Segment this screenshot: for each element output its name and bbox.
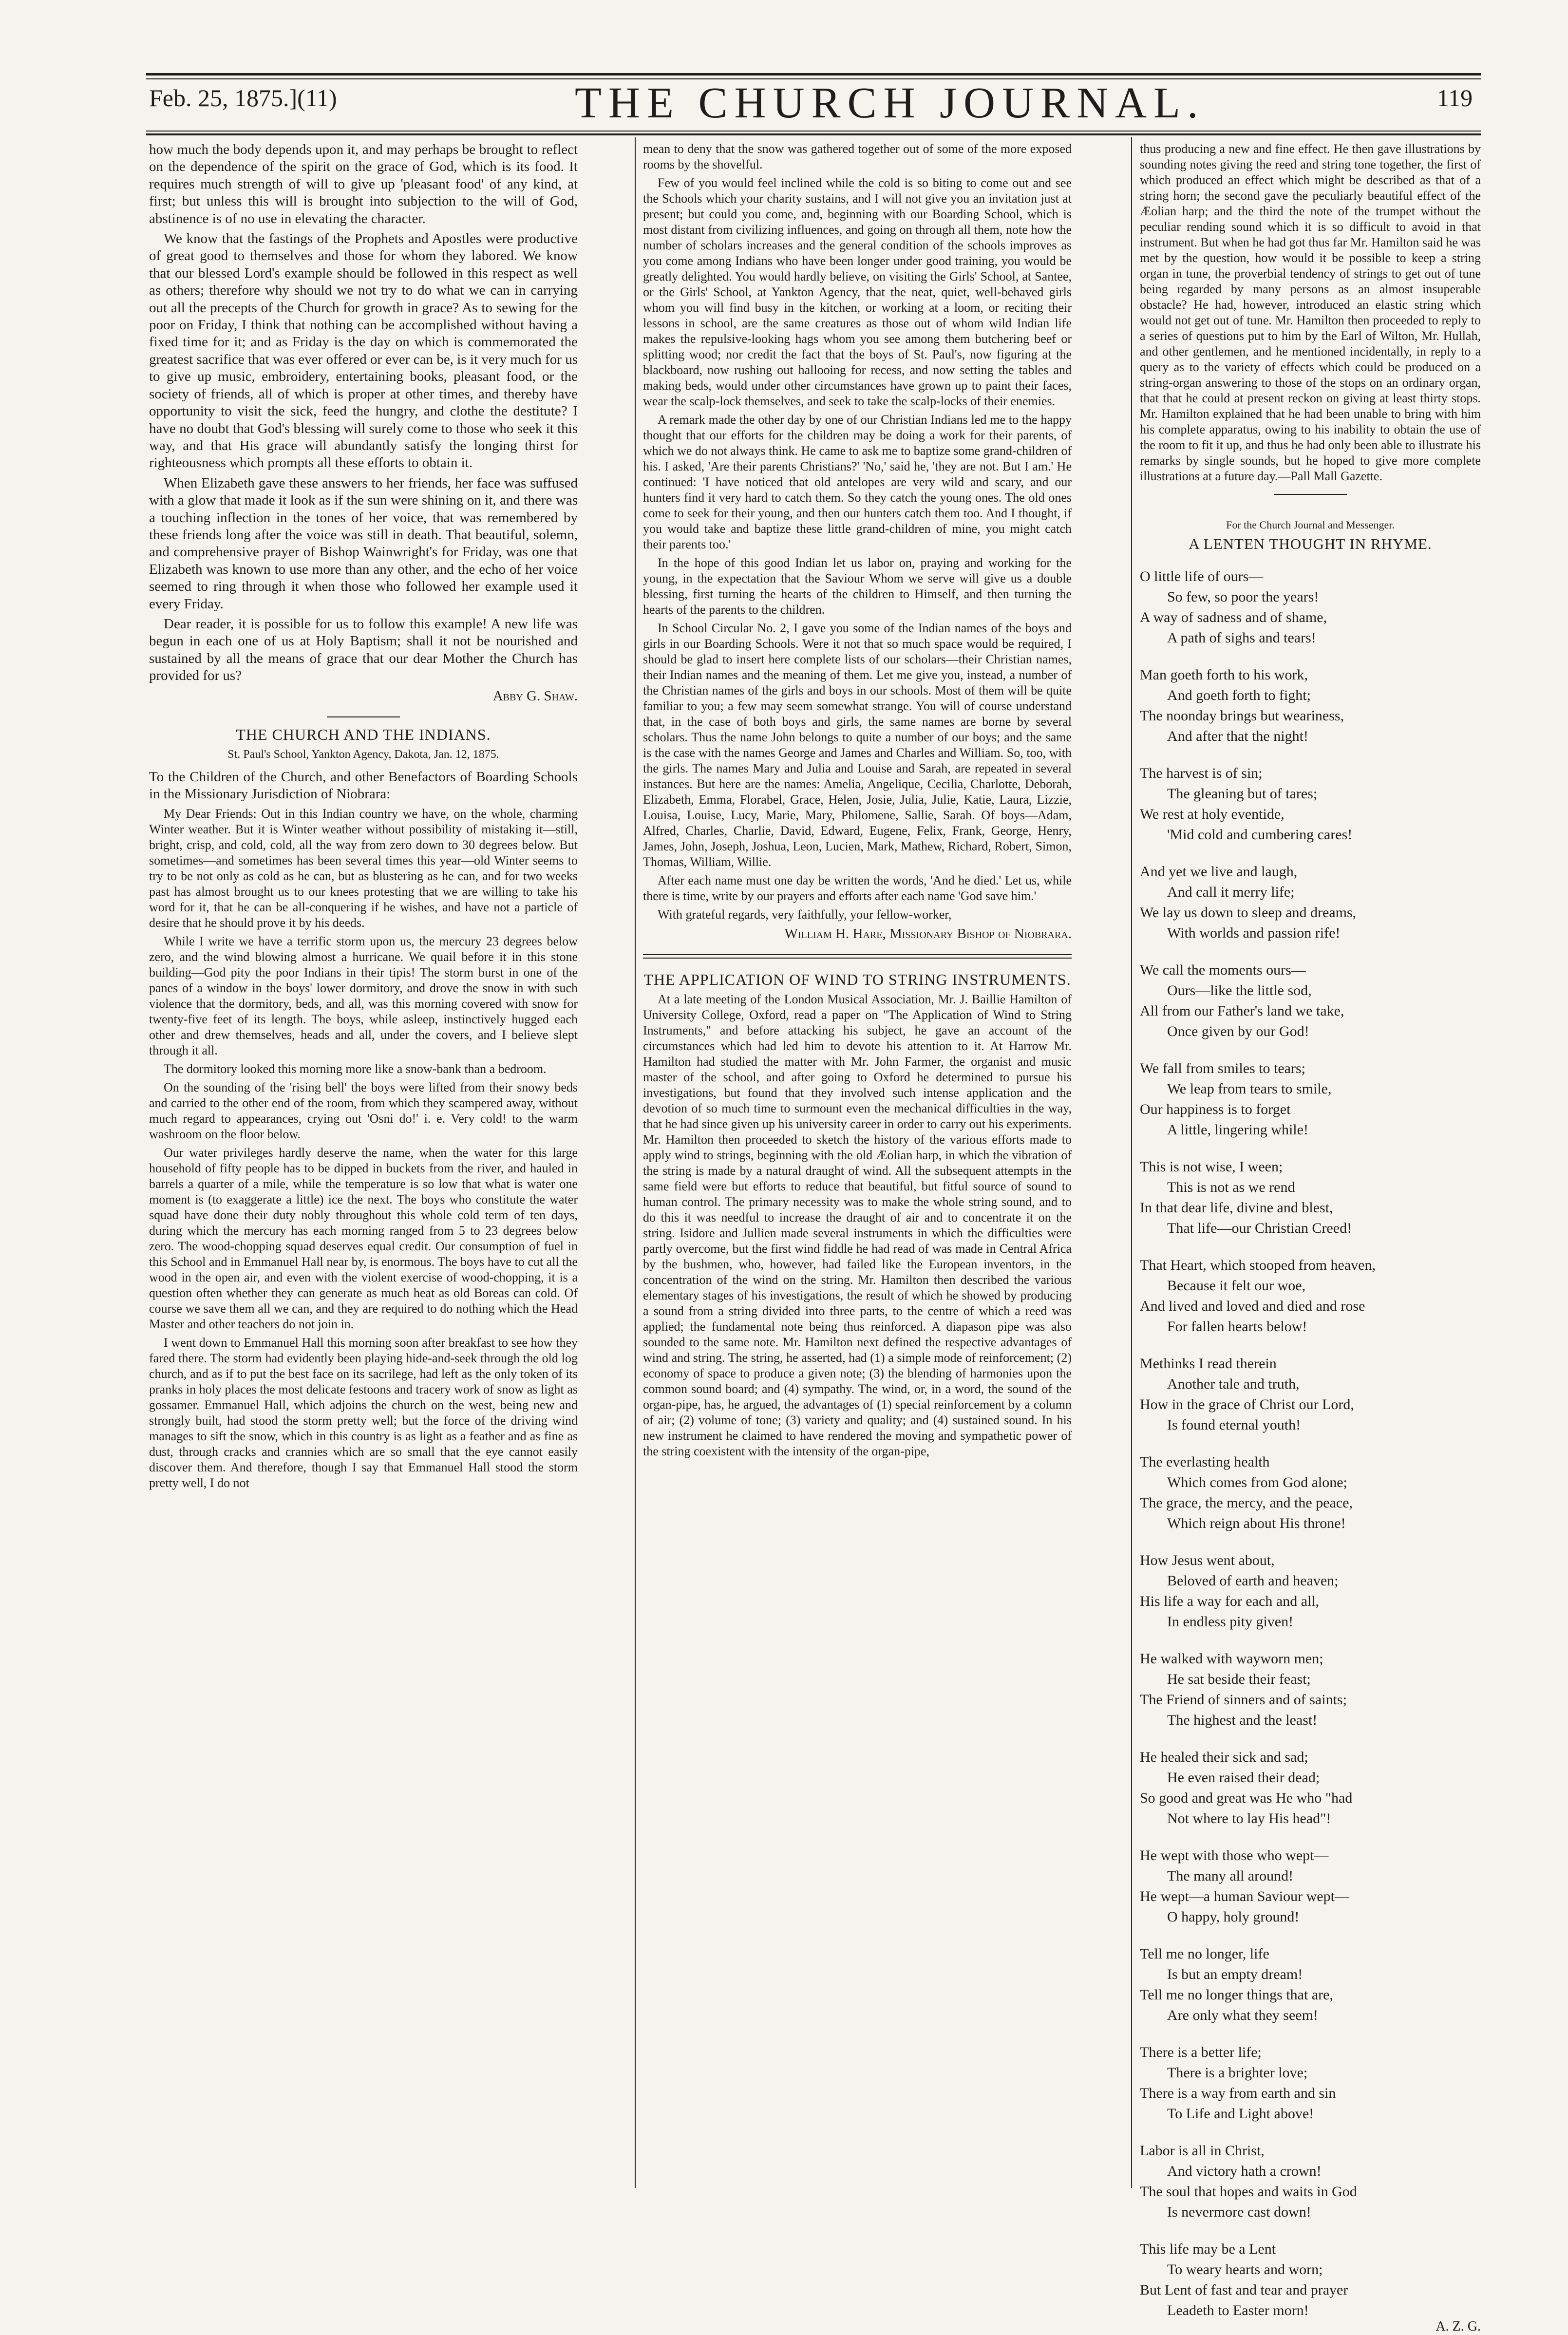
poem-stanza	[1140, 1944, 1481, 2026]
poem-line: This life may be a Lent	[1140, 2241, 1276, 2257]
poem-line: Leadeth to Easter morn!	[1167, 2302, 1309, 2318]
header-rule-bottom	[146, 133, 1481, 135]
poem-line: We fall from smiles to tears;	[1140, 1060, 1305, 1076]
poem-stanza	[1140, 2042, 1481, 2124]
poem-line: Are only what they seem!	[1167, 2007, 1318, 2023]
poem-stanza	[1140, 960, 1481, 1042]
poem-line: Labor is all in Christ,	[1140, 2142, 1265, 2159]
poem-stanza	[1140, 1550, 1481, 1632]
poem-stanza	[1140, 1058, 1481, 1140]
paragraph: mean to deny that the snow was gathered together out of some of the more exposed rooms by the shovelful.	[643, 142, 1072, 171]
section-separator	[327, 716, 400, 717]
poem-stanza	[1140, 665, 1481, 747]
poem-line: He sat beside their feast;	[1167, 1671, 1311, 1687]
poem-line: To Life and Light above!	[1167, 2105, 1314, 2122]
poem-stanza	[1140, 1157, 1481, 1239]
article-headline: THE APPLICATION OF WIND TO STRING INSTRUMENTS.	[643, 971, 1071, 989]
paragraph: The dormitory looked this morning more like a snow-bank than a bedroom.	[164, 1061, 547, 1076]
poem-line: Is but an empty dream!	[1167, 1966, 1303, 1982]
poem-line: And goeth forth to fight;	[1167, 687, 1311, 703]
paragraph: I went down to Emmanuel Hall this morning soon after breakfast to see how they fared there. The storm had evidently been playing hide-and-seek through the old log church, and as if to put the best face on its sacrilege, had left as the only token of its pranks in holy places the most delicate festoons and tracery work of snow as light as gossamer. Emmanuel Hall, which adjoins the church on the west, being new and strongly built, had stood the storm pretty well; but the force of the driving wind manages to sift the snow, which in this country is as light as a feather and as fine as dust, through cracks and crannies which are so small that the eye cannot easily discover them. And therefore, though I say that Emmanuel Hall stood the storm pretty well, I do not	[149, 1335, 578, 1490]
header-rule-top	[146, 73, 1481, 75]
poem-line: How in the grace of Christ our Lord,	[1140, 1396, 1354, 1412]
section-separator	[643, 954, 1072, 959]
poem-line: He walked with wayworn men;	[1140, 1650, 1323, 1667]
poem-line: So few, so poor the years!	[1167, 588, 1319, 605]
poem-line: The gleaning but of tares;	[1167, 785, 1318, 802]
poem-stanza	[1140, 1255, 1481, 1337]
poem-line: How Jesus went about,	[1140, 1552, 1275, 1568]
poem-line: Tell me no longer, life	[1140, 1945, 1269, 1962]
page-number: 119	[1437, 84, 1473, 112]
poem-line: There is a better life;	[1140, 2044, 1262, 2060]
poem-line: He healed their sick and sad;	[1140, 1749, 1308, 1765]
poem-line: The everlasting health	[1140, 1453, 1270, 1470]
poem-line: The noonday brings but weariness,	[1140, 707, 1344, 724]
column-3	[1140, 141, 1481, 2334]
poem-line: With worlds and passion rife!	[1167, 924, 1341, 941]
poem-line: And yet we live and laugh,	[1140, 863, 1298, 880]
poem-line: We rest at holy eventide,	[1140, 806, 1285, 822]
poem-line: For fallen hearts below!	[1167, 1318, 1307, 1335]
poem-line: All from our Father's land we take,	[1140, 1002, 1344, 1019]
column-2	[643, 141, 1072, 2187]
paragraph: My Dear Friends: Out in this Indian country we have, on the whole, charming Winter weather. But it is Winter weather without possibility of mistaking it—still, bright, crisp, and cold, cold, all the way from zero down to 30 degrees below. But sometimes—and sometimes has been several times this year—old Winter seems to try to be not only as cold as he can, but as blustering as he can, and for two weeks past has almost brought us to our knees protesting that we are willing to take his word for it, that he can be all-conquering if he wishes, and have not a particle of desire that he should prove it by his deeds.	[149, 806, 578, 930]
poem-line: 'Mid cold and cumbering cares!	[1167, 826, 1353, 843]
poem-line: We lay us down to sleep and dreams,	[1140, 904, 1357, 921]
paragraph: In the hope of this good Indian let us labor on, praying and working for the young, in the expectation that the Saviour Whom we serve will give us a double blessing, first turning the hearts of the children to Himself, and then turning the hearts of the parents to the children.	[643, 556, 1072, 617]
paragraph: A remark made the other day by one of our Christian Indians led me to the happy thought that our efforts for the children may be doing a work for their parents, of which we do not always think. He came to ask me to baptize some grand-children of his. I asked, 'Are their parents Christians?' 'No,' said he, 'they are not. But I am.' He continued: 'I have noticed that old antelopes are very wild and scary, and our hunters find it very hard to catch them. So they catch the young ones. The old ones come to seek for their young, and then our hunters catch them too. And I thought, if you would take and baptize these little grand-children of mine, you might catch their parents too.'	[643, 413, 1072, 551]
poem-line: The grace, the mercy, and the peace,	[1140, 1494, 1353, 1511]
paragraph: Few of you would feel inclined while the cold is so biting to come out and see the Schools which your charity sustains, and I will not give you an invitation just at present; but could you come, and, beginning with our Boarding School, which is most distant from civilizing influences, and going on through all them, note how the number of scholars increases and the general condition of the schools improves as you come among Indians who have been longer under good training, you would be greatly delighted. You would hardly believe, on visiting the Girls' School, at Santee, or the Girls' School, at Yankton Agency, that the neat, quiet, well-behaved girls whom you will find busy in the kitchen, or working at a loom, or reciting their lessons in school, are the same creatures as those out of whom wild Indian life makes the repulsive-looking hags whom you see among them butchering beef or splitting wood; nor credit the fact that the boys of St. Paul's, now figuring at the blackboard, now rushing out hallooing for recess, and now setting the tables and making beds, would under other circumstances have grown up to paint their faces, wear the scalp-lock themselves, and seek to take the scalp-locks of their enemies.	[643, 176, 1072, 408]
article-dateline: St. Paul's School, Yankton Agency, Dakota, Jan. 12, 1875.	[227, 748, 499, 761]
poem-line: Our happiness is to forget	[1140, 1101, 1291, 1117]
poem-line: Methinks I read therein	[1140, 1355, 1277, 1372]
poem-line: And victory hath a crown!	[1167, 2163, 1322, 2179]
poem-line: Beloved of earth and heaven;	[1167, 1572, 1339, 1589]
issue-date: Feb. 25, 1875.](11)	[149, 84, 337, 112]
poem-line: Ours—like the little sod,	[1167, 982, 1312, 998]
poem-line: O happy, holy ground!	[1167, 1908, 1300, 1925]
column-1	[149, 141, 578, 2187]
poem-line: Is nevermore cast down!	[1167, 2203, 1311, 2220]
paragraph: While I write we have a terrific storm upon us, the mercury 23 degrees below zero, and the wind blowing almost a hurricane. We quail before it in this stone building—God pity the poor Indians in their tipis! The storm burst in one of the panes of a window in the boys' lower dormitory, and drove the snow in with such violence that the dormitory, beds, and all, was this morning covered with snow for twenty-five feet of its length. The boys, while asleep, instinctively hugged each other and drew themselves, heads and all, under the covers, and I believe slept through it all.	[149, 934, 578, 1057]
poem-line: The highest and the least!	[1167, 1712, 1318, 1728]
poem-line: Once given by our God!	[1167, 1023, 1309, 1039]
paragraph: At a late meeting of the London Musical Association, Mr. J. Baillie Hamilton of University College, Oxford, read a paper on "The Application of Wind to String Instruments," and before attacking his subject, he gave an account of the circumstances which had led him to devote his attention to it. At Harrow Mr. Hamilton had studied the matter with Mr. John Farmer, the organist and music master of the school, and after going to Oxford he determined to pursue his investigations, but found that they involved such intense application and the devotion of so much time to surmount even the mechanical difficulties in the way, that he had since given up his university career in order to carry out his experiments. Mr. Hamilton then proceeded to sketch the history of the various efforts made to apply wind to strings, beginning with the old Æolian harp, in which the vibration of the string is made by a natural draught of wind. All the subsequent attempts in the same field were but efforts to reduce that beautiful, but fitful source of sound to human control. The primary necessity was to make the whole string sound, and to do this it was needful to increase the draught of air and to concentrate it on the string. Isidore and Jullien made several instruments in which the difficulties were partly overcome, but the first wind fiddle he had read of was made in Central Africa by the bushmen, who, however, had failed like the European inventors, in the concentration of the wind on the string. Mr. Hamilton then described the various elementary stages of his investigations, the result of which he showed by producing a sound from a string divided into three parts, to the centre of which a reed was applied; the fundamental note being thus reinforced. A diapason pipe was also sounded to the same note. Mr. Hamilton next defined the respective advantages of wind and string. The string, he asserted, had (1) a simple mode of reinforcement; (2) economy of space to produce a given note; (3) the blending of harmonies upon the common sound board; and (4) sympathy. The wind, or, in a word, the sound of the organ-pipe, has, he argued, the advantages of (1) special reinforcement by a column of air; (2) volume of tone; (3) variety and quality; and (4) sustained sound. In his new instrument he claimed to have rendered the moving and sympathetic power of the string coexistent with the intensity of the organ-pipe,	[643, 992, 1072, 1458]
poem-line: The harvest is of sin;	[1140, 765, 1263, 781]
paragraph: We know that the fastings of the Prophets and Apostles were productive of great good to themselves and those for whom they labored. We know that our blessed Lord's example should be followed in this respect as well as others; therefore why should we not try to do what we can in carrying out all the precepts of the Church for growth in grace? As to sewing for the poor on Friday, I think that nothing can be accomplished without having a fixed time for it; and as Friday is the day on which is commemorated the greatest sacrifice that was ever offered or ever can be, is it very much for us to give up music, embroidery, entertaining books, pleasant food, or the society of friends, all of which is proper at other times, and thereby have opportunity to visit the sick, feed the hungry, and clothe the destitute? I have no doubt that God's blessing will surely come to those who seek it this way, and that His grace will abundantly satisfy the longing thirst for righteousness which prompts all these efforts to obtain it.	[149, 231, 578, 471]
header-rule-bottom-thin	[146, 131, 1481, 132]
poem-line: We call the moments ours—	[1140, 961, 1306, 978]
poem-line: To weary hearts and worn;	[1167, 2261, 1323, 2278]
paragraph: Dear reader, it is possible for us to follow this example! A new life was begun in each one of us at Holy Baptism; shall it not be nourished and sustained by all the means of grace that our dear Mother the Church has provided for us?	[149, 616, 578, 684]
poem-line: He wept—a human Saviour wept—	[1140, 1888, 1349, 1904]
paragraph: how much the body depends upon it, and may perhaps be brought to reflect on the dependence of the spirit on the grace of God, which is its food. It requires much strength of will to give up 'pleasant food' of any kind, at first; but unless this will is brought into subjection to the will of God, abstinence is of no use in elevating the character.	[149, 142, 578, 226]
poem-line: A path of sighs and tears!	[1167, 629, 1316, 646]
article-headline: THE CHURCH AND THE INDIANS.	[236, 726, 491, 743]
masthead-title: THE CHURCH JOURNAL.	[575, 79, 1205, 127]
poem-line: In endless pity given!	[1167, 1613, 1294, 1630]
poem-line: This is not as we rend	[1167, 1179, 1295, 1195]
poem-stanza	[1140, 566, 1481, 648]
column-divider	[635, 137, 636, 2188]
poem-line: His life a way for each and all,	[1140, 1593, 1320, 1609]
poem-line: And lived and loved and died and rose	[1140, 1298, 1365, 1314]
paragraph: After each name must one day be written the words, 'And he died.' Let us, while there is time, write by our prayers and efforts after each name 'God save him.'	[643, 873, 1072, 903]
poem-line: He wept with those who wept—	[1140, 1847, 1329, 1864]
poem-line: And after that the night!	[1167, 728, 1308, 744]
poem-line: This is not wise, I ween;	[1140, 1158, 1283, 1175]
poem-stanza	[1140, 1649, 1481, 1731]
paragraph: thus producing a new and fine effect. He then gave illustrations by sounding notes giving the reed and string tone together, the first of which produced an effect which might be described as that of a string horn; the second gave the peculiarly beautiful effect of the Æolian harp; and the third the note of the trumpet without the peculiar rending sound which it is so difficult to avoid in that instrument. But when he had got thus far Mr. Hamilton said he was met by the question, how would it be possible to keep a string organ in tune, the proverbial tendency of strings to get out of tune being regarded by many persons as an almost insuperable obstacle? He had, however, introduced an elastic string which would not get out of tune. Mr. Hamilton then proceeded to reply to a series of questions put to him by the Earl of Wilton, Mr. Hullah, and other gentlemen, and he mentioned incidentally, in reply to a query as to the variety of effects which could be produced on a string-organ answering to those of the stops on an ordinary organ, that that he could at present reckon on giving at least thirty stops. Mr. Hamilton explained that he had been unable to bring with him his complete apparatus, owing to his inability to obtain the use of the room to fit it up, and thus he had only been able to illustrate his remarks by single sounds, but he hoped to give more complete illustrations at a future day.—Pall Mall Gazette.	[1140, 142, 1481, 483]
poem-line: Another tale and truth,	[1167, 1375, 1300, 1392]
poem-line: And call it merry life;	[1167, 884, 1295, 900]
poem-line: Because it felt our woe,	[1167, 1277, 1306, 1294]
poem-line: Is found eternal youth!	[1167, 1416, 1301, 1433]
section-separator	[1274, 494, 1347, 495]
poem-stanza	[1140, 2239, 1481, 2321]
poem-signature: A. Z. G.	[1436, 2318, 1481, 2334]
poem-line: A little, lingering while!	[1167, 1121, 1308, 1138]
poem-stanza	[1140, 1845, 1481, 1927]
poem-line: A way of sadness and of shame,	[1140, 609, 1327, 625]
poem-line: He even raised their dead;	[1167, 1769, 1320, 1786]
poem-line: That life—our Christian Creed!	[1167, 1220, 1352, 1236]
poem-line: O little life of ours—	[1140, 568, 1264, 584]
poem-line: That Heart, which stooped from heaven,	[1140, 1257, 1376, 1273]
poem-stanza	[1140, 862, 1481, 943]
poem-line: But Lent of fast and tear and prayer	[1140, 2281, 1348, 2298]
paragraph: On the sounding of the 'rising bell' the boys were lifted from their snowy beds and carried to the other end of the room, from which they scampered away, without much regard to appearances, crying out 'Osni do!' i. e. Very cold! to the warm washroom on the floor below.	[149, 1080, 578, 1141]
poem-stanza	[1140, 1452, 1481, 1534]
author-signature: William H. Hare, Missionary Bishop of Niobrara.	[784, 926, 1072, 942]
poem-title: A LENTEN THOUGHT IN RHYME.	[1189, 535, 1432, 553]
poem-stanza	[1140, 1354, 1481, 1435]
paragraph: Our water privileges hardly deserve the name, when the water for this large household of fifty people has to be dipped in buckets from the river, and hauled in barrels a quarter of a mile, while the temperature is so low that what is water one moment is (to exaggerate a little) ice the next. The boys who constitute the water squad have done their duty nobly throughout this whole cold term of ten days, during which the mercury has each morning ranged from 5 to 23 degrees below zero. The wood-chopping squad deserves equal credit. Our consumption of fuel in this School and in Emmanuel Hall near by, is enormous. The boys have to cut all the wood in the open air, and even with the violent exercise of wood-chopping, it is a question often whether they can generate as much heat as old Boreas can cold. Of course we save them all we can, and they are required to do nothing which the Head Master and other teachers do not join in.	[149, 1145, 578, 1331]
poem	[1140, 566, 1481, 2321]
poem-line: The soul that hopes and waits in God	[1140, 2183, 1357, 2200]
article-address: To the Children of the Church, and other Benefactors of Boarding Schools in the Missionary Jurisdiction of Niobrara:	[149, 769, 578, 802]
poem-line: In that dear life, divine and blest,	[1140, 1199, 1333, 1216]
paragraph: When Elizabeth gave these answers to her friends, her face was suffused with a glow that made it look as if the sun were shining on it, and there was a touching inflection in the tones of her voice, that was remembered by these friends long after the voice was still in death. That beautiful, solemn, and comprehensive prayer of Bishop Wainwright's for Friday, was one that Elizabeth was known to use more than any other, and the echo of her voice seemed to ring through it when those who followed her example used it every Friday.	[149, 475, 578, 612]
poem-source: For the Church Journal and Messenger.	[1226, 519, 1395, 531]
poem-line: The Friend of sinners and of saints;	[1140, 1691, 1347, 1708]
paragraph: In School Circular No. 2, I gave you some of the Indian names of the boys and girls in our Boarding Schools. Were it not that so much space would be required, I should be glad to insert here complete lists of our scholars—their Christian names, their Indian names and the meaning of them. Let me give you, instead, a number of the Christian names of the girls and boys in our schools. Most of them will be quite familiar to you; a few may seem somewhat strange. You will of course understand that, in the case of both boys and girls, the same names are borne by several scholars. Thus the name John belongs to quite a number of our boys; and the same is the case with the names George and James and Charles and William. So, too, with the girls. The names Mary and Julia and Louise and Sarah, are repeated in several instances. But here are the names: Amelia, Angelique, Cecilia, Charlotte, Deborah, Elizabeth, Emma, Florabel, Grace, Helen, Josie, Julia, Julie, Katie, Laura, Lizzie, Louisa, Louise, Lucy, Marie, Mary, Philomene, Sallie, Sarah. Of boys—Adam, Alfred, Charles, Charlie, David, Edward, Eugene, Felix, Frank, George, Henry, James, John, Joseph, Joshua, Leon, Lucien, Mark, Mathew, Richard, Robert, Simon, Thomas, William, Willie.	[643, 621, 1072, 869]
poem-line: We leap from tears to smile,	[1167, 1080, 1332, 1097]
poem-line: So good and great was He who "had	[1140, 1789, 1353, 1806]
paragraph: With grateful regards, very faithfully, your fellow-worker,	[658, 907, 952, 922]
poem-line: There is a brighter love;	[1167, 2064, 1308, 2081]
poem-stanza	[1140, 763, 1481, 845]
poem-line: Which comes from God alone;	[1167, 1474, 1347, 1490]
poem-line: There is a way from earth and sin	[1140, 2085, 1336, 2101]
author-signature: Abby G. Shaw.	[492, 688, 578, 704]
column-divider	[1131, 137, 1132, 2188]
poem-line: Tell me no longer things that are,	[1140, 1986, 1333, 2003]
poem-line: The many all around!	[1167, 1867, 1294, 1884]
poem-stanza	[1140, 2141, 1481, 2222]
poem-line: Man goeth forth to his work,	[1140, 666, 1308, 683]
poem-stanza	[1140, 1747, 1481, 1829]
poem-line: Not where to lay His head"!	[1167, 1810, 1331, 1827]
poem-line: Which reign about His throne!	[1167, 1515, 1346, 1531]
